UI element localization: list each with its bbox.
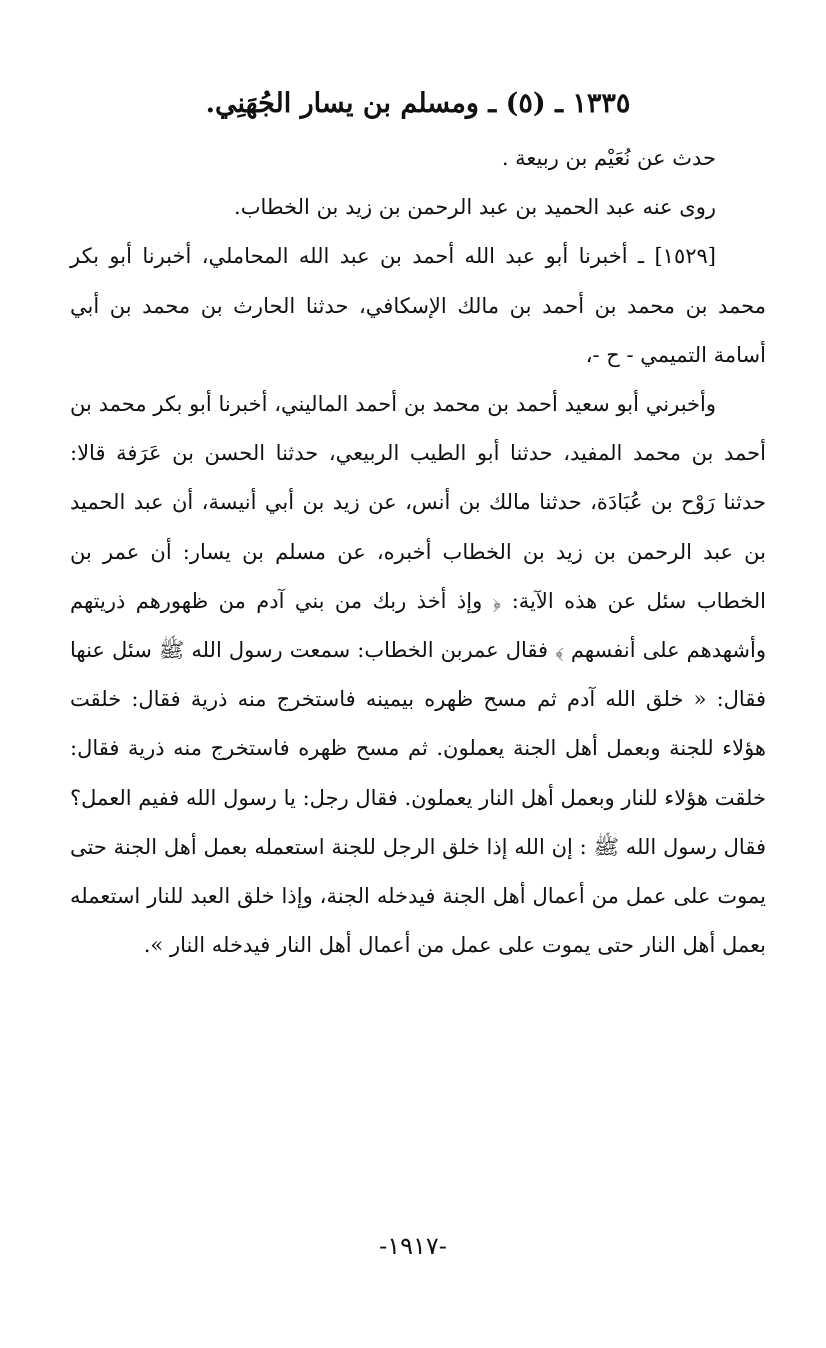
hadith-body-paragraph: وأخبرني أبو سعيد أحمد بن محمد بن أحمد الماليني، أخبرنا أبو بكر محمد بن أحمد بن محمد المفيد، حدثنا أبو الطيب الربيعي، حدثنا الحسن بن عَرَفة قالا: حدثنا رَوْح بن عُبَادَة، حدثنا مالك بن أنس، عن زيد بن أبي أنيسة، أن عبد الحميد بن عبد الرحمن بن زيد بن الخطاب أخبره، عن مسلم بن يسار: أن عمر بن الخطاب سئل عن هذه الآية: ﴿ وإذ أخذ ربك من بني آدم من ظهورهم ذريتهم وأشهدهم على أنفسهم ﴾ فقال عمربن الخطاب: سمعت رسول الله ﷺ سئل عنها فقال: « خلق الله آدم ثم مسح ظهره بيمينه فاستخرج منه ذرية فقال: خلقت هؤلاء للجنة وبعمل أهل الجنة يعملون. ثم مسح ظهره فاستخرج منه ذرية فقال: خلقت هؤلاء للنار وبعمل أهل النار يعملون. فقال رجل: يا رسول الله ففيم العمل؟ فقال رسول الله ﷺ : إن الله إذا خلق الرجل للجنة استعمله بعمل أهل الجنة حتى يموت على عمل من أعمال أهل الجنة فيدخله الجنة، وإذا خلق العبد للنار استعمله بعمل أهل النار حتى يموت على عمل من أعمال أهل النار فيدخله النار ».	[70, 392, 766, 958]
narrated-from-line: حدث عن نُعَيْم بن ربيعة .	[501, 146, 716, 170]
entry-title: ١٣٣٥ ـ (٥) ـ ومسلم بن يسار الجُهَنِي.	[205, 88, 631, 119]
page-number: -١٩١٧-	[379, 1232, 447, 1260]
page-body	[70, 78, 766, 970]
hadith-isnad-paragraph: [١٥٢٩] ـ أخبرنا أبو عبد الله أحمد بن عبد الله المحاملي، أخبرنا أبو بكر محمد بن محمد بن أحمد بن مالك الإسكافي، حدثنا الحارث بن محمد بن أبي أسامة التميمي - ح -،	[70, 244, 766, 367]
narrated-by-line: روى عنه عبد الحميد بن عبد الرحمن بن زيد بن الخطاب.	[234, 195, 716, 220]
